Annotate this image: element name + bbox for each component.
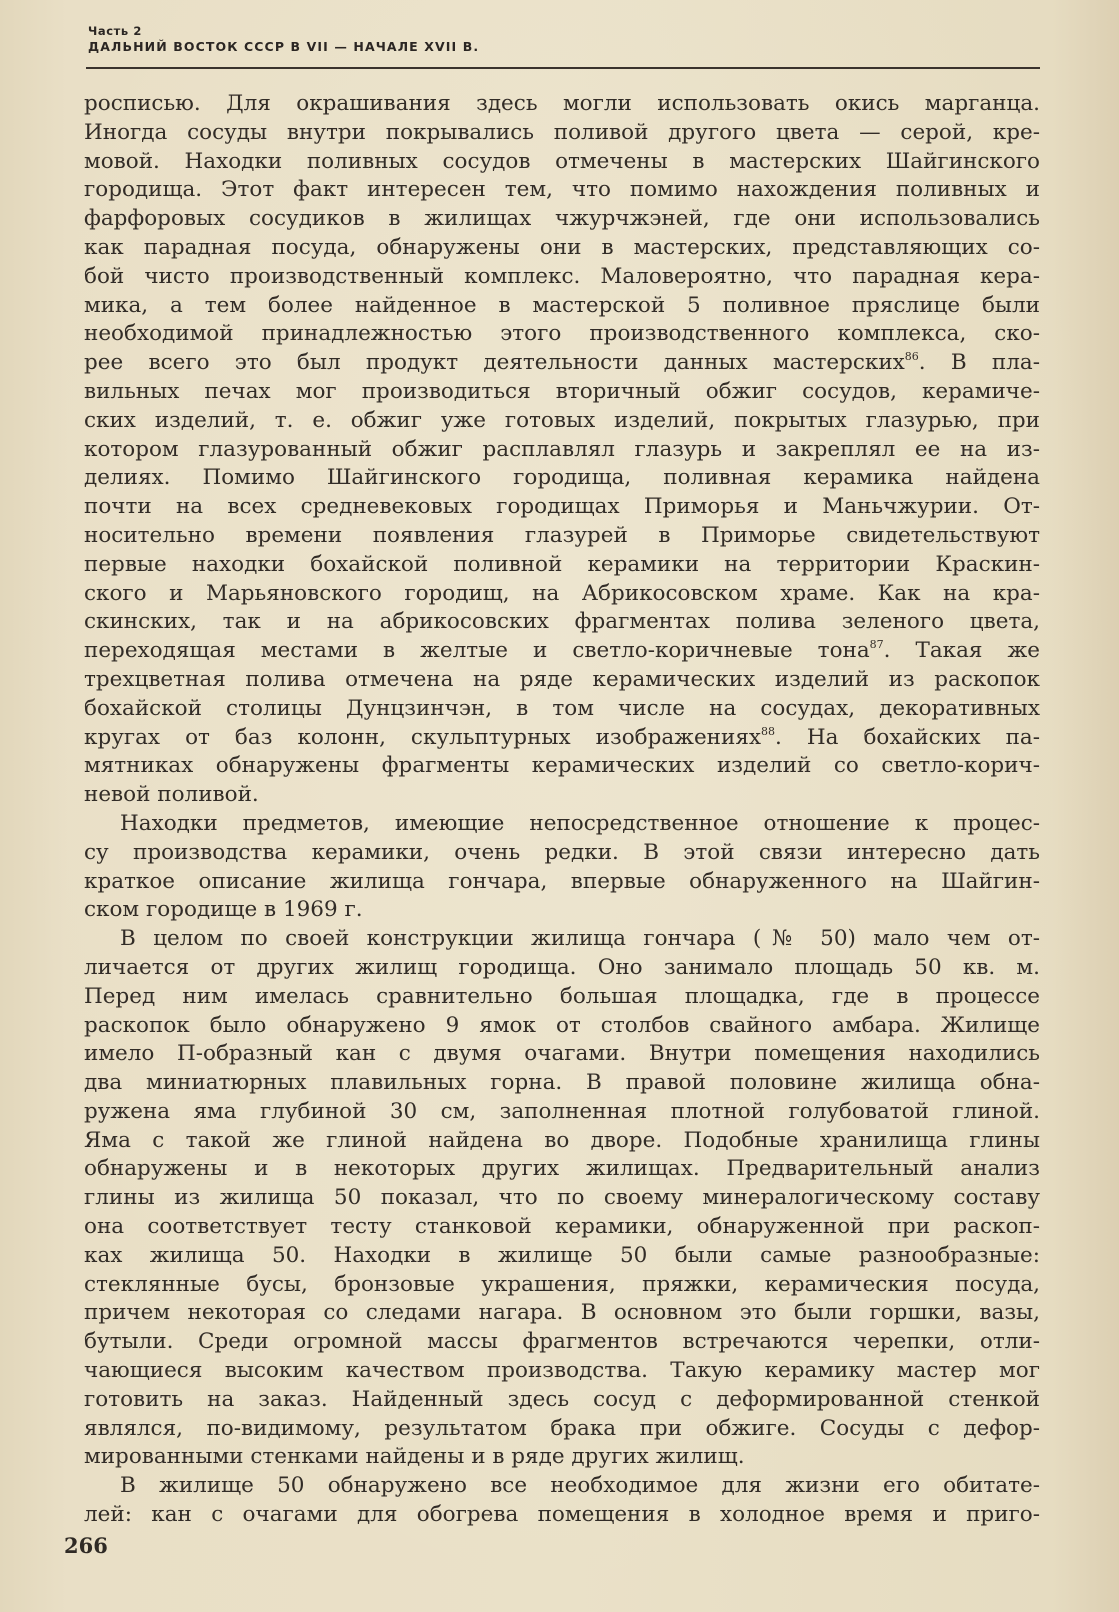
text-line (84, 464, 1040, 493)
text-line (84, 1357, 1040, 1386)
text-line (84, 90, 1040, 119)
text-line (84, 925, 1040, 954)
text-line (84, 1299, 1040, 1328)
text-line-content: чающиеся высоким качеством производства. Такую керамику мастер мог (84, 1358, 1040, 1384)
text-line-content: скинских, так и на абрикосовских фрагментах полива зеленого цвета, (84, 609, 1040, 635)
text-line-content: бой чисто производственный комплекс. Маловероятно, что парадная кера- (84, 263, 1040, 289)
text-line (84, 637, 1040, 666)
text-line-content: трехцветная полива отмечена на ряде керамических изделий из раскопок (84, 666, 1040, 692)
body-text (84, 90, 1040, 1530)
text-line (84, 205, 1040, 234)
text-line-content: лей: кан с очагами для обогрева помещения в холодное время и приго- (84, 1502, 1040, 1528)
text-line-content: стеклянные бусы, бронзовые украшения, пряжки, керамическия посуда, (84, 1271, 1040, 1297)
text-line (84, 407, 1040, 436)
text-line (84, 1415, 1040, 1444)
text-line (84, 868, 1040, 897)
text-line-content: котором глазурованный обжиг расплавлял глазурь и закреплял ее на из- (84, 436, 1040, 462)
page-number: 266 (64, 1533, 108, 1558)
text-line (84, 263, 1040, 292)
text-line (84, 234, 1040, 263)
text-line (84, 580, 1040, 609)
text-line-content: два миниатюрных плавильных горна. В правой половине жилища обна- (84, 1070, 1040, 1096)
text-line-content: росписью. Для окрашивания здесь могли использовать окись марганца. (84, 91, 1040, 116)
text-line-content: мика, а тем более найденное в мастерской 5 поливное пряслице были (84, 292, 1040, 318)
text-line-content: первые находки бохайской поливной керамики на территории Краскин- (84, 551, 1040, 577)
text-line-content: городища. Этот факт интересен тем, что помимо нахождения поливных и (84, 177, 1040, 203)
text-line (84, 954, 1040, 983)
text-line (84, 752, 1040, 781)
text-line-content: необходимой принадлежностью этого производственного комплекса, ско- (84, 321, 1040, 347)
footnote-ref: 86 (904, 350, 919, 364)
text-line (84, 349, 1040, 378)
text-line-content: В жилище 50 обнаружено все необходимое для жизни его обитате- (120, 1473, 1040, 1499)
text-line-content: мятниках обнаружены фрагменты керамических изделий со светло-корич- (84, 753, 1040, 779)
text-line-content: вильных печах мог производиться вторичный обжиг сосудов, керамиче- (84, 378, 1040, 404)
text-line-content: су производства керамики, очень редки. В этой связи интересно дать (84, 839, 1040, 865)
text-line (84, 148, 1040, 177)
text-line-content: Находки предметов, имеющие непосредственное отношение к процес- (120, 810, 1040, 836)
text-line (84, 724, 1040, 753)
text-line-content: краткое описание жилища гончара, впервые обнаруженного на Шайгин- (84, 868, 1040, 894)
text-line (84, 1501, 1040, 1530)
text-line (84, 839, 1040, 868)
text-line-content: рее всего это был продукт деятельности данных мастерских (84, 350, 905, 376)
footnote-ref: 87 (869, 638, 884, 652)
text-line (84, 1040, 1040, 1069)
text-line (84, 176, 1040, 205)
text-line (84, 1443, 1040, 1472)
text-line (84, 608, 1040, 637)
text-line (84, 1012, 1040, 1041)
text-line (84, 1069, 1040, 1098)
text-line-tail: . В пла- (918, 350, 1041, 376)
text-line (84, 983, 1040, 1012)
text-line (84, 1386, 1040, 1415)
text-line-content: фарфоровых сосудиков в жилищах чжурчжэней, где они использовались (84, 206, 1040, 232)
text-line (84, 493, 1040, 522)
text-line (84, 1328, 1040, 1357)
text-line-tail: . На бохайских па- (775, 724, 1040, 750)
text-line-tail: . Такая же (883, 638, 1040, 664)
text-line (84, 695, 1040, 724)
text-line (84, 1155, 1040, 1184)
text-line (84, 551, 1040, 580)
text-line (84, 810, 1040, 839)
text-line (84, 1472, 1040, 1501)
text-line-content: ском городище в 1969 г. (84, 897, 363, 923)
text-line-content: Иногда сосуды внутри покрывались поливой другого цвета — серой, кре- (84, 119, 1040, 145)
text-line-content: кругах от баз колонн, скульптурных изображениях (84, 724, 762, 750)
chapter-title: ДАЛЬНИЙ ВОСТОК СССР В VII — НАЧАЛЕ XVII В. (88, 39, 480, 54)
text-line-content: делиях. Помимо Шайгинского городища, поливная керамика найдена (84, 465, 1040, 491)
text-line (84, 1127, 1040, 1156)
text-line-content: личается от других жилищ городища. Оно занимало площадь 50 кв. м. (84, 954, 1040, 980)
text-line (84, 1098, 1040, 1127)
text-line-content: переходящая местами в желтые и светло-коричневые тона (84, 638, 870, 664)
text-line-content: невой поливой. (84, 782, 259, 808)
text-line-content: обнаружены и в некоторых других жилищах. Предварительный анализ (84, 1156, 1040, 1182)
footnote-ref: 88 (761, 724, 776, 738)
text-line-content: раскопок было обнаружено 9 ямок от столбов свайного амбара. Жилище (84, 1012, 1040, 1038)
text-line (84, 666, 1040, 695)
text-line-content: являлся, по-видимому, результатом брака при обжиге. Сосуды с дефор- (84, 1415, 1040, 1441)
text-line (84, 896, 1040, 925)
part-label: Часть 2 (88, 24, 143, 38)
text-line-content: причем некоторая со следами нагара. В основном это были горшки, вазы, (84, 1300, 1040, 1326)
text-line (84, 378, 1040, 407)
text-line-content: бохайской столицы Дунцзинчэн, в том числе на сосудах, декоративных (84, 695, 1040, 721)
text-line (84, 781, 1040, 810)
text-line (84, 522, 1040, 551)
text-line-content: ского и Марьяновского городищ, на Абрикосовском храме. Как на кра- (84, 580, 1040, 606)
text-line-content: имело П-образный кан с двумя очагами. Внутри помещения находились (84, 1041, 1040, 1067)
text-line-content: как парадная посуда, обнаружены они в мастерских, представляющих со- (84, 234, 1040, 260)
text-line-content: ских изделий, т. е. обжиг уже готовых изделий, покрытых глазурью, при (84, 407, 1040, 433)
text-line-content: бутыли. Среди огромной массы фрагментов встречаются черепки, отли- (84, 1329, 1040, 1355)
text-line-content: почти на всех средневековых городищах Приморья и Маньчжурии. От- (84, 494, 1040, 520)
text-line-content: она соответствует тесту станковой керамики, обнаруженной при раскоп- (84, 1214, 1040, 1240)
text-line-content: готовить на заказ. Найденный здесь сосуд с деформированной стенкой (84, 1386, 1040, 1412)
text-line-content: мированными стенками найдены и в ряде других жилищ. (84, 1444, 745, 1470)
text-line-content: глины из жилища 50 показал, что по своему минералогическому составу (84, 1185, 1040, 1211)
text-line-content: Яма с такой же глиной найдена во дворе. Подобные хранилища глины (84, 1127, 1040, 1153)
text-line (84, 1184, 1040, 1213)
text-line (84, 1242, 1040, 1271)
text-line (84, 320, 1040, 349)
text-line (84, 292, 1040, 321)
text-line-content: В целом по своей конструкции жилища гончара (№ 50) мало чем от- (120, 926, 1040, 952)
header-rule (86, 67, 1040, 69)
text-line (84, 1271, 1040, 1300)
text-line (84, 436, 1040, 465)
text-line (84, 119, 1040, 148)
running-head (88, 24, 479, 54)
text-line (84, 1213, 1040, 1242)
text-line-content: ках жилища 50. Находки в жилище 50 были самые разнообразные: (84, 1242, 1040, 1268)
text-line-content: мовой. Находки поливных сосудов отмечены в мастерских Шайгинского (84, 148, 1040, 174)
text-line-content: Перед ним имелась сравнительно большая площадка, где в процессе (84, 983, 1040, 1009)
text-line-content: носительно времени появления глазурей в Приморье свидетельствуют (84, 522, 1040, 548)
text-line-content: ружена яма глубиной 30 см, заполненная плотной голубоватой глиной. (84, 1098, 1040, 1124)
